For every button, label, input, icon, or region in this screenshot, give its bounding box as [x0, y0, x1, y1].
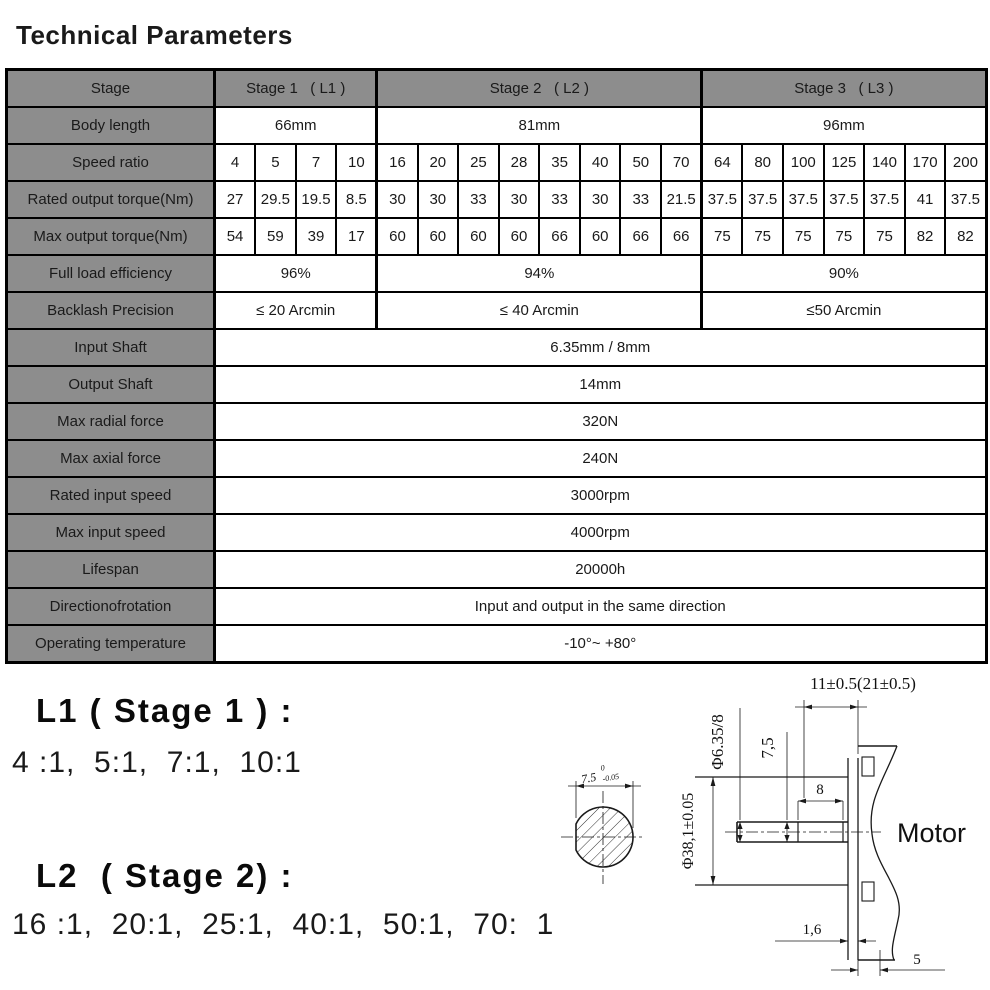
dim-shaft-len-text: 8: [816, 782, 824, 798]
dimension-drawing: [545, 658, 990, 990]
side-view-outline: [695, 746, 899, 960]
cell-stage3-ratios-4: 140: [864, 144, 905, 181]
cell-stage1-ratios-2: 7: [296, 144, 337, 181]
cell-stage2-rated-7: 21.5: [661, 181, 702, 218]
cell-stage1-rated-3: 8.5: [336, 181, 377, 218]
cell-stage3-ratios-6: 200: [945, 144, 986, 181]
technical-parameters-table: [5, 68, 988, 664]
cell-stage2-rated-2: 33: [458, 181, 499, 218]
cell-stage2-ratios-4: 35: [539, 144, 580, 181]
cell-stage2-ratios-7: 70: [661, 144, 702, 181]
cell-stage2-ratios-2: 25: [458, 144, 499, 181]
cell-stage1-body-length: 66mm: [215, 107, 377, 144]
dim-face-offset-text: 5: [913, 952, 921, 968]
cell-temperature: -10°~ +80°: [215, 625, 987, 663]
cell-stage3-rated-5: 41: [905, 181, 946, 218]
row-label-input-shaft: Input Shaft: [7, 329, 215, 366]
table-row-output-shaft: [7, 366, 987, 403]
stage1-header: Stage 1 ( L1 ): [215, 70, 377, 108]
cell-stage2-max-4: 66: [539, 218, 580, 255]
cell-stage3-max-2: 75: [783, 218, 824, 255]
cell-stage1-backlash: ≤ 20 Arcmin: [215, 292, 377, 329]
cell-stage3-max-5: 82: [905, 218, 946, 255]
cell-stage1-ratios-3: 10: [336, 144, 377, 181]
row-label-stage: Stage: [7, 70, 215, 108]
cell-stage3-ratios-5: 170: [905, 144, 946, 181]
table-row-rated-speed: [7, 477, 987, 514]
row-label-temperature: Operating temperature: [7, 625, 215, 663]
cell-stage3-max-3: 75: [824, 218, 865, 255]
cell-stage3-rated-0: 37.5: [702, 181, 743, 218]
cell-stage2-backlash: ≤ 40 Arcmin: [377, 292, 702, 329]
cell-max-axial: 240N: [215, 440, 987, 477]
cell-output-shaft: 14mm: [215, 366, 987, 403]
cell-stage3-body-length: 96mm: [702, 107, 986, 144]
cell-stage2-max-1: 60: [418, 218, 459, 255]
cell-stage3-rated-1: 37.5: [742, 181, 783, 218]
cell-stage1-rated-1: 29.5: [255, 181, 296, 218]
row-label-max-speed: Max input speed: [7, 514, 215, 551]
l2-stage2-ratios: 16 :1, 20:1, 25:1, 40:1, 50:1, 70: 1: [12, 908, 555, 941]
cell-stage2-max-2: 60: [458, 218, 499, 255]
row-label-max-radial: Max radial force: [7, 403, 215, 440]
cell-stage2-rated-6: 33: [620, 181, 661, 218]
cell-stage2-max-5: 60: [580, 218, 621, 255]
cell-stage1-max-1: 59: [255, 218, 296, 255]
row-label-max-torque: Max output torque(Nm): [7, 218, 215, 255]
cell-stage2-efficiency: 94%: [377, 255, 702, 292]
cell-rated-speed: 3000rpm: [215, 477, 987, 514]
cell-max-speed: 4000rpm: [215, 514, 987, 551]
cell-lifespan: 20000h: [215, 551, 987, 588]
l1-stage1-heading: L1 ( Stage 1 ) :: [36, 692, 294, 729]
row-label-direction: Directionofrotation: [7, 588, 215, 625]
row-label-body-length: Body length: [7, 107, 215, 144]
l1-stage1-ratios: 4 :1, 5:1, 7:1, 10:1: [12, 746, 302, 779]
dim-pilot-dia-text: Φ38,1±0.05: [680, 792, 697, 870]
table-row-stage: [7, 70, 987, 108]
row-label-rated-torque: Rated output torque(Nm): [7, 181, 215, 218]
row-label-rated-speed: Rated input speed: [7, 477, 215, 514]
stage2-header: Stage 2 ( L2 ): [377, 70, 702, 108]
table-row-input-shaft: [7, 329, 987, 366]
l2-stage2-heading: L2 ( Stage 2) :: [36, 857, 294, 894]
cell-stage3-rated-3: 37.5: [824, 181, 865, 218]
cell-stage1-rated-0: 27: [215, 181, 256, 218]
row-label-speed-ratio: Speed ratio: [7, 144, 215, 181]
dim-plate-thickness-text: 1,6: [802, 922, 822, 938]
table-row-lifespan: [7, 551, 987, 588]
cell-stage3-max-4: 75: [864, 218, 905, 255]
cell-stage1-ratios-1: 5: [255, 144, 296, 181]
cell-stage2-ratios-0: 16: [377, 144, 418, 181]
cell-stage1-max-3: 17: [336, 218, 377, 255]
cell-stage3-rated-6: 37.5: [945, 181, 986, 218]
row-label-max-axial: Max axial force: [7, 440, 215, 477]
cell-stage3-max-0: 75: [702, 218, 743, 255]
row-label-efficiency: Full load efficiency: [7, 255, 215, 292]
row-label-output-shaft: Output Shaft: [7, 366, 215, 403]
table-row-max-axial: [7, 440, 987, 477]
cell-stage2-rated-1: 30: [418, 181, 459, 218]
row-label-backlash: Backlash Precision: [7, 292, 215, 329]
cell-stage2-ratios-1: 20: [418, 144, 459, 181]
dim-key-height-text: 7,5: [758, 737, 777, 759]
cell-stage2-max-0: 60: [377, 218, 418, 255]
cell-stage2-max-3: 60: [499, 218, 540, 255]
motor-label: Motor: [897, 818, 967, 848]
shaft-cross-section: [561, 761, 645, 884]
cell-stage3-ratios-1: 80: [742, 144, 783, 181]
cell-stage1-max-0: 54: [215, 218, 256, 255]
cell-input-shaft: 6.35mm / 8mm: [215, 329, 987, 366]
cell-stage2-ratios-5: 40: [580, 144, 621, 181]
cell-stage3-max-1: 75: [742, 218, 783, 255]
cell-stage2-max-7: 66: [661, 218, 702, 255]
cell-stage3-ratios-3: 125: [824, 144, 865, 181]
table-row-body-length: [7, 107, 987, 144]
stage3-header: Stage 3 ( L3 ): [702, 70, 986, 108]
cell-stage3-backlash: ≤50 Arcmin: [702, 292, 986, 329]
cell-stage1-efficiency: 96%: [215, 255, 377, 292]
cell-stage3-rated-2: 37.5: [783, 181, 824, 218]
section-dim-text: 7.5: [580, 769, 598, 787]
cell-stage1-rated-2: 19.5: [296, 181, 337, 218]
cell-stage2-rated-3: 30: [499, 181, 540, 218]
cell-direction: Input and output in the same direction: [215, 588, 987, 625]
table-row-temperature: [7, 625, 987, 663]
cell-stage3-ratios-2: 100: [783, 144, 824, 181]
dim-input-dia-text: Φ6.35/8: [708, 714, 727, 770]
cell-stage2-ratios-3: 28: [499, 144, 540, 181]
cell-stage2-max-6: 66: [620, 218, 661, 255]
cell-stage2-body-length: 81mm: [377, 107, 702, 144]
cell-stage3-max-6: 82: [945, 218, 986, 255]
cell-max-radial: 320N: [215, 403, 987, 440]
table-row-max-torque: [7, 218, 987, 255]
table-row-backlash: [7, 292, 987, 329]
section-tol-upper-text: 0: [599, 763, 606, 773]
cell-stage2-rated-0: 30: [377, 181, 418, 218]
table-row-efficiency: [7, 255, 987, 292]
table-row-speed-ratio: [7, 144, 987, 181]
cell-stage2-rated-4: 33: [539, 181, 580, 218]
dim-top-text: 11±0.5(21±0.5): [810, 674, 916, 693]
table-row-max-radial: [7, 403, 987, 440]
table-row-max-speed: [7, 514, 987, 551]
cell-stage1-ratios-0: 4: [215, 144, 256, 181]
cell-stage3-rated-4: 37.5: [864, 181, 905, 218]
cell-stage1-max-2: 39: [296, 218, 337, 255]
cell-stage2-ratios-6: 50: [620, 144, 661, 181]
cell-stage3-ratios-0: 64: [702, 144, 743, 181]
cell-stage3-efficiency: 90%: [702, 255, 986, 292]
row-label-lifespan: Lifespan: [7, 551, 215, 588]
section-tol-lower-text: -0.05: [601, 771, 620, 784]
cell-stage2-rated-5: 30: [580, 181, 621, 218]
page-title: Technical Parameters: [16, 20, 293, 50]
table-row-direction: [7, 588, 987, 625]
table-row-rated-torque: [7, 181, 987, 218]
